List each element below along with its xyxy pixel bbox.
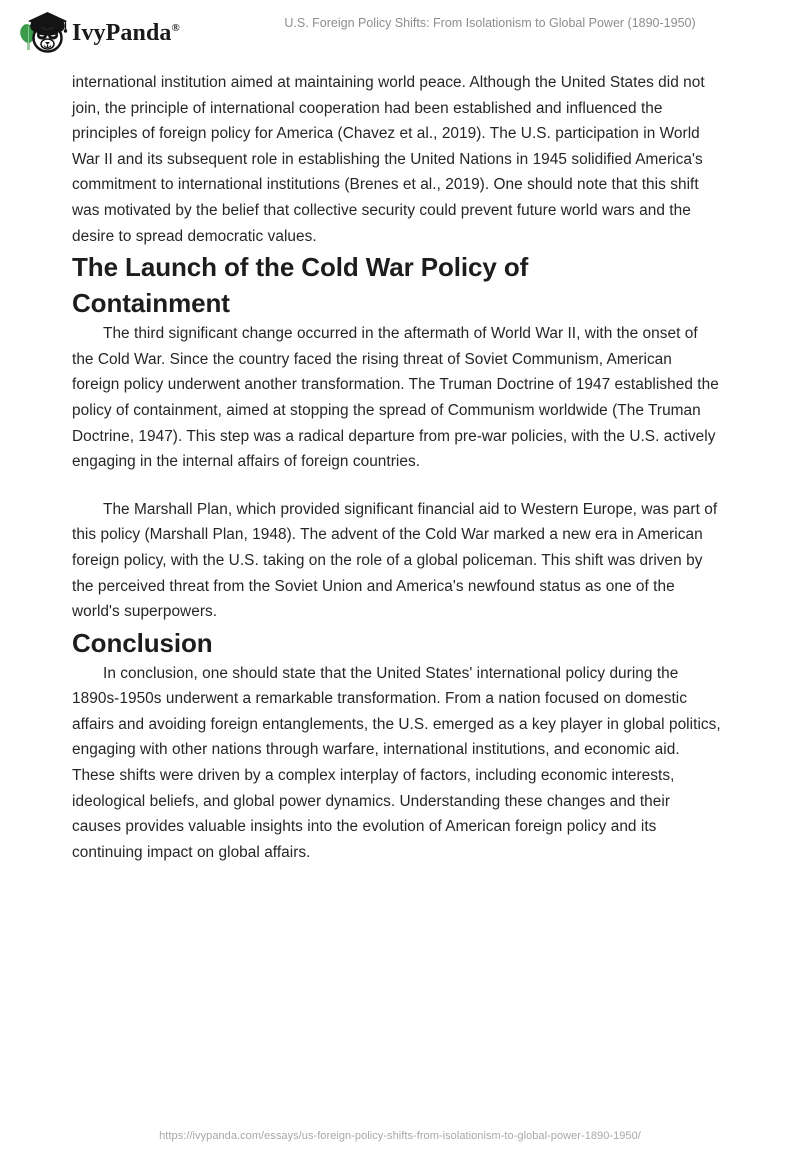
paragraph-international-institution: international institution aimed at maintaining world peace. Although the United States did not join, the principle of international cooperation had been established and influenced the principles of foreign policy for America (Chavez et al., 2019). The U.S. participation in World War II and its subsequent role in establishing the United Nations in 1945 solidified America's commitment to international institutions (Brenes et al., 2019). One should note that this shift was motivated by the belief that collective security could prevent future world wars and the desire to spread democratic values.: [72, 74, 705, 245]
brand-name-text: IvyPanda: [72, 20, 172, 46]
brand-logo-link[interactable]: [14, 8, 180, 56]
registered-trademark-icon: ®: [171, 22, 180, 34]
document-body: [72, 70, 722, 865]
brand-name: [72, 21, 180, 45]
paragraph-truman-doctrine: The third significant change occurred in the aftermath of World War II, with the onset of the Cold War. Since the country faced the rising threat of Soviet Communism, American foreign policy underwent another transformation. The Truman Doctrine of 1947 established the policy of containment, aimed at stopping the spread of Communism worldwide (The Truman Doctrine, 1947). This step was a radical departure from pre-war policies, with the U.S. actively engaging in the internal affairs of foreign countries.: [72, 325, 719, 471]
paragraph-spacer: [72, 475, 722, 497]
paragraph-conclusion: In conclusion, one should state that the United States' international policy during the 1890s-1950s underwent a remarkable transformation. From a nation focused on domestic affairs and avoiding foreign entanglements, the U.S. emerged as a key player in global politics, engaging with other nations through warfare, international institutions, and economic aid. These shifts were driven by a complex interplay of factors, including economic interests, ideological beliefs, and global power dynamics. Understanding these changes and their causes provides valuable insights into the evolution of American foreign policy and its continuing impact on global affairs.: [72, 664, 721, 861]
source-url-link[interactable]: https://ivypanda.com/essays/us-foreign-policy-shifts-from-isolationism-to-global-power-1890-1950/: [159, 1130, 641, 1142]
paragraph-marshall-plan: The Marshall Plan, which provided significant financial aid to Western Europe, was part of this policy (Marshall Plan, 1948). The advent of the Cold War marked a new era in American foreign policy, with the U.S. taking on the role of a global policeman. This shift was driven by the perceived threat from the Soviet Union and America's newfound status as one of the world's superpowers.: [72, 500, 718, 621]
heading-conclusion: Conclusion: [72, 627, 213, 658]
panda-graduate-logo-icon: [14, 8, 68, 56]
page-header: [0, 0, 800, 62]
page-footer: [0, 1126, 800, 1144]
heading-cold-war-containment: The Launch of the Cold War Policy of Containment: [72, 252, 529, 319]
document-title-header: U.S. Foreign Policy Shifts: From Isolationism to Global Power (1890-1950): [284, 16, 696, 30]
